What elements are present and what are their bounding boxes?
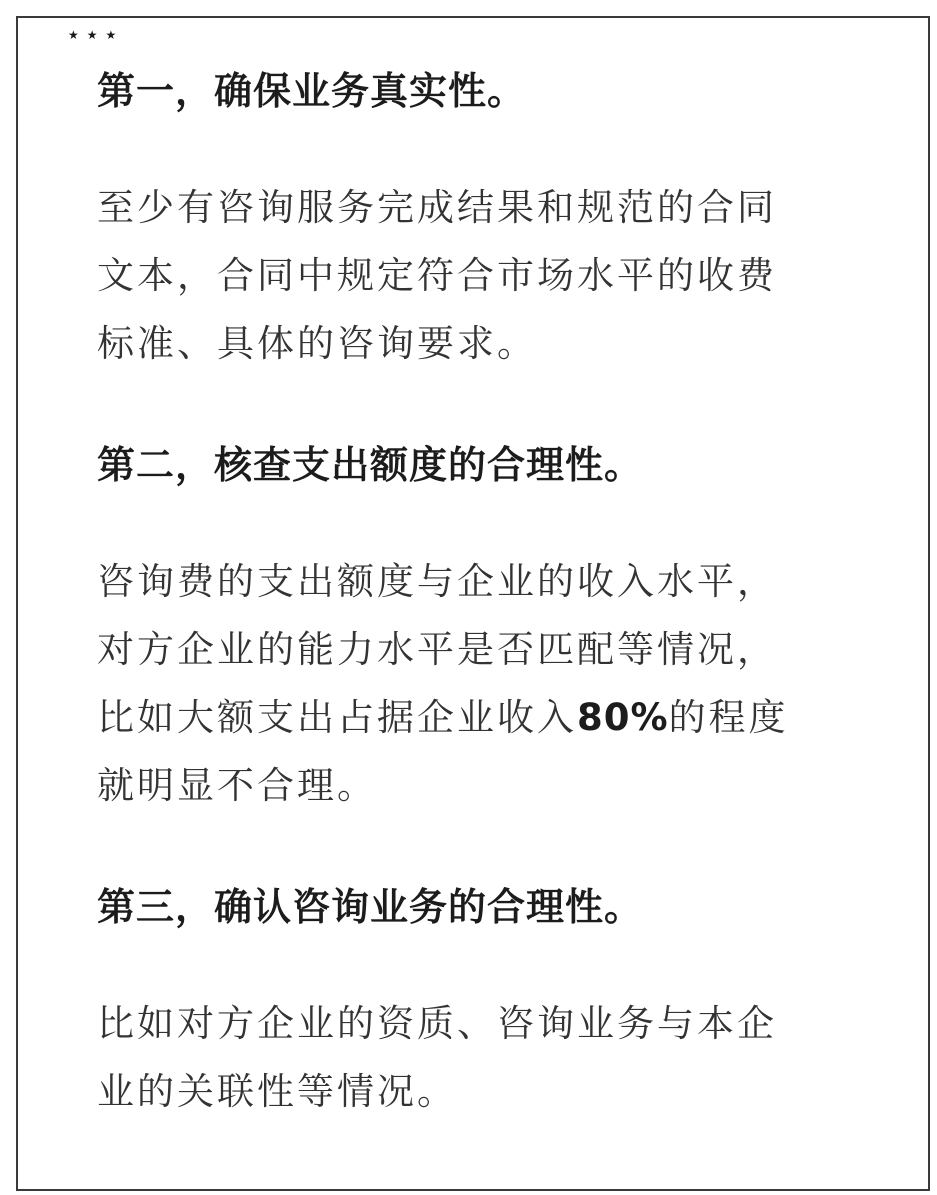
section-3-line-1: 比如对方企业的资质、咨询业务与本企 xyxy=(97,1002,777,1045)
percentage-value: 80% xyxy=(577,696,669,739)
section-2-line-1: 咨询费的支出额度与企业的收入水平， xyxy=(97,560,777,603)
section-1-line-1: 至少有咨询服务完成结果和规范的合同 xyxy=(97,186,777,229)
section-3-line-2: 业的关联性等情况。 xyxy=(97,1070,457,1113)
section-heading-3: 第三，确认咨询业务的合理性。 xyxy=(97,885,644,929)
section-1-line-2: 文本，合同中规定符合市场水平的收费 xyxy=(97,254,777,297)
article-body xyxy=(97,58,877,1126)
section-1-line-3: 标准、具体的咨询要求。 xyxy=(97,322,537,365)
star-decoration xyxy=(62,24,122,46)
star-icon: ★ xyxy=(105,28,117,42)
section-2-line-3-end: 的程度 xyxy=(668,696,789,739)
star-icon: ★ xyxy=(86,28,98,42)
section-heading-2: 第二，核查支出额度的合理性。 xyxy=(97,443,644,487)
section-heading-1: 第一，确保业务真实性。 xyxy=(97,69,527,113)
star-icon: ★ xyxy=(68,28,79,42)
section-2-line-3-start: 比如大额支出占据企业收入 xyxy=(97,696,577,739)
section-2-line-2: 对方企业的能力水平是否匹配等情况， xyxy=(97,628,777,671)
section-2-line-3 xyxy=(97,684,877,752)
section-2-line-4: 就明显不合理。 xyxy=(97,764,377,807)
